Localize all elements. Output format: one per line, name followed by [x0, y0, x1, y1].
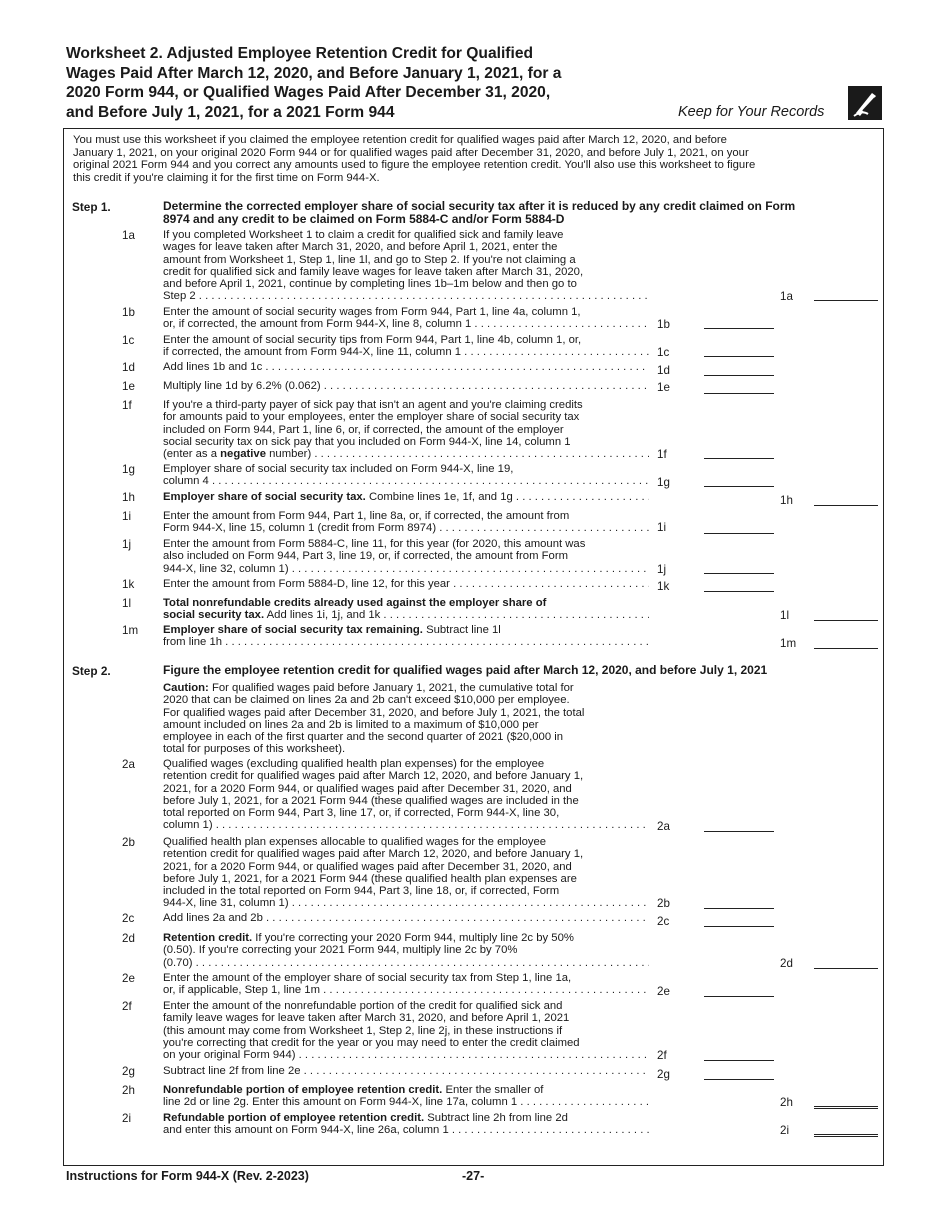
line-number: 1l: [122, 597, 132, 610]
line-1h-text: Employer share of social security tax. Combine lines 1e, 1f, and 1g . . .: [163, 491, 649, 503]
keep-records-icon: [848, 86, 882, 120]
keep-records-note: Keep for Your Records: [678, 104, 825, 120]
line-2i-text: Refundable portion of employee retention credit. Subtract line 2h from line 2d and enter this amount on Form 944-X, line 26a, column 1 . . .: [163, 1112, 649, 1137]
line-1d-text: Add lines 1b and 1c . . .: [163, 361, 649, 373]
line-2g-text: Subtract line 2f from line 2e . . .: [163, 1065, 649, 1077]
line-number: 1m: [122, 624, 139, 637]
line-ref: 2a: [657, 820, 670, 833]
line-ref: 1k: [657, 580, 670, 593]
line-ref: 1g: [657, 476, 670, 489]
line-2a-entry[interactable]: [704, 831, 774, 832]
line-number: 2i: [122, 1112, 132, 1125]
line-1k-entry[interactable]: [704, 591, 774, 592]
line-1f-entry[interactable]: [704, 458, 774, 459]
line-1i-text: Enter the amount from Form 944, Part 1, line 8a, or, if corrected, the amount from Form 944-X, line 15, column 1 (credit from Form 8974) . . .: [163, 510, 649, 535]
line-ref: 2d: [780, 957, 793, 970]
line-number: 2g: [122, 1065, 135, 1078]
line-1j-text: Enter the amount from Form 5884-C, line 11, for this year (for 2020, this amount was also included on Form 944, Part 3, line 19, or, if corrected, the amount from Form 944-X, line 32, column 1) . . .: [163, 538, 649, 575]
intro-text: You must use this worksheet if you claimed the employee retention credit for qualified wages paid after March 12, 2020, and before January 1, 2021, on your original 2020 Form 944 or for qualified wages paid after December 31, 2020, and before July 1, 2021, on your original 2021 Form 944 and you correct any amounts used to figure the employee retention credit. You'll also use this worksheet to figure this credit if you're claiming it for the first time on Form 944-X.: [73, 134, 756, 184]
line-number: 2c: [122, 912, 135, 925]
worksheet-title: [66, 44, 666, 122]
line-1a-entry[interactable]: [814, 300, 878, 301]
line-number: 1g: [122, 463, 135, 476]
title-line: 2020 Form 944, or Qualified Wages Paid After December 31, 2020,: [66, 84, 551, 101]
line-2f-entry[interactable]: [704, 1060, 774, 1061]
step2-caution: Caution: For qualified wages paid before January 1, 2021, the cumulative total for 2020 that can be claimed on lines 2a and 2b can't exceed $10,000 per employee. For qualified wages paid after December 31, 2020, and before July 1, 2021, the total amount included on lines 2a and 2b is limited to a maximum of $10,000 per employee in each of the first quarter and the second quarter of 2021 ($20,000 in total for purposes of this worksheet).: [163, 682, 585, 756]
line-ref: 2h: [780, 1096, 793, 1109]
footer-form-name: Instructions for Form 944-X (Rev. 2-2023): [66, 1169, 309, 1183]
line-ref: 2g: [657, 1068, 670, 1081]
step1-heading: Determine the corrected employer share of social security tax after it is reduced by any credit claimed on Form 8974 and any credit to be claimed on Form 5884-C and/or Form 5884-D: [163, 199, 796, 226]
title-line: and Before July 1, 2021, for a 2021 Form 944: [66, 103, 395, 121]
line-1l-entry[interactable]: [814, 620, 878, 621]
line-ref: 1i: [657, 521, 667, 534]
line-ref: 2c: [657, 915, 670, 928]
line-number: 1c: [122, 334, 135, 347]
line-2h-entry[interactable]: [814, 1106, 878, 1109]
line-1m-text: Employer share of social security tax remaining. Subtract line 1l from line 1h . . .: [163, 624, 649, 649]
line-ref: 1l: [780, 609, 790, 622]
step2-label: Step 2.: [72, 664, 111, 678]
line-2d-text: Retention credit. If you're correcting your 2020 Form 944, multiply line 2c by 50% (0.50). If you're correcting your 2021 Form 944, multiply line 2c by 70% (0.70) . . .: [163, 932, 649, 969]
line-ref: 1e: [657, 381, 670, 394]
line-ref: 1d: [657, 364, 670, 377]
line-2i-entry[interactable]: [814, 1134, 878, 1137]
line-number: 2d: [122, 932, 135, 945]
line-ref: 1m: [780, 637, 797, 650]
step1-label: Step 1.: [72, 200, 111, 214]
line-number: 1j: [122, 538, 132, 551]
line-2b-text: Qualified health plan expenses allocable to qualified wages for the employee retention credit for qualified wages paid after March 12, 2020, and before January 1, 2021, for a 2020 Form 944, or qualified wages paid after December 31, 2020, and before July 1, 2021, for a 2021 Form 944 (these qualified health plan expenses are included in the total reported on Form 944, Part 3, line 18, or, if corrected, Form 944-X, line 31, column 1) . . .: [163, 836, 649, 910]
line-1e-entry[interactable]: [704, 393, 774, 394]
line-1b-entry[interactable]: [704, 328, 774, 329]
line-number: 1d: [122, 361, 135, 374]
line-ref: 1h: [780, 494, 793, 507]
line-1f-text: If you're a third-party payer of sick pay that isn't an agent and you're claiming credits for amounts paid to your employees, enter the employer share of social security tax included on Form 944, Part 1, line 6, or, if corrected, the amount of the employer social security tax on sick pay that you included on Form 944-X, line 14, column 1 (enter as a negative number) . . .: [163, 399, 649, 460]
line-ref: 2b: [657, 897, 670, 910]
line-2d-entry[interactable]: [814, 968, 878, 969]
title-line: Worksheet 2. Adjusted Employee Retention Credit for Qualified: [66, 45, 534, 62]
line-number: 1f: [122, 399, 132, 412]
line-1g-entry[interactable]: [704, 486, 774, 487]
line-ref: 2i: [780, 1124, 790, 1137]
line-number: 2f: [122, 1000, 132, 1013]
line-1k-text: Enter the amount from Form 5884-D, line 12, for this year . . .: [163, 578, 649, 590]
line-2f-text: Enter the amount of the nonrefundable portion of the credit for qualified sick and family leave wages for leave taken after March 31, 2020, and before April 1, 2021 (this amount may come from Worksheet 1, Step 2, line 2j, in these instructions if you're correcting that credit for the year or you may need to enter the credit claimed on your original Form 944) . . .: [163, 1000, 649, 1061]
line-number: 2e: [122, 972, 135, 985]
line-1a-text: If you completed Worksheet 1 to claim a credit for qualified sick and family leave wages for leave taken after March 31, 2020, and before April 1, 2021, enter the amount from Worksheet 1, Step 1, line 1l, and go to Step 2. If you're not claiming a credit for qualified sick and family leave wages for leave taken after March 31, 2020, and before April 1, 2021, continue by completing lines 1b–1m below and then go to Step 2 . . .: [163, 229, 649, 303]
line-1c-entry[interactable]: [704, 356, 774, 357]
line-1h-entry[interactable]: [814, 505, 878, 506]
line-1i-entry[interactable]: [704, 533, 774, 534]
page-number: -27-: [462, 1169, 485, 1183]
line-1e-text: Multiply line 1d by 6.2% (0.062) . . .: [163, 380, 649, 392]
line-2a-text: Qualified wages (excluding qualified health plan expenses) for the employee retention credit for qualified wages paid after March 12, 2020, and before January 1, 2021, for a 2020 Form 944, or qualified wages paid after December 31, 2020, and before July 1, 2021, for a 2021 Form 944 (these qualified wages are included in the total reported on Form 944, Part 3, line 17, or, if corrected, Form 944-X, line 30, column 1) . . .: [163, 758, 649, 832]
line-1g-text: Employer share of social security tax included on Form 944-X, line 19, column 4 . . .: [163, 463, 649, 488]
line-ref: 1c: [657, 346, 670, 359]
line-2c-entry[interactable]: [704, 926, 774, 927]
title-line: Wages Paid After March 12, 2020, and Before January 1, 2021, for a: [66, 64, 562, 82]
line-number: 1h: [122, 491, 135, 504]
line-2g-entry[interactable]: [704, 1079, 774, 1080]
line-number: 1a: [122, 229, 135, 242]
line-2h-text: Nonrefundable portion of employee retention credit. Enter the smaller of line 2d or line 2g. Enter this amount on Form 944-X, line 17a, column 1 . . .: [163, 1084, 649, 1109]
line-1b-text: Enter the amount of social security wages from Form 944, Part 1, line 4a, column 1, or, if corrected, the amount from Form 944-X, line 8, column 1 . . .: [163, 306, 649, 331]
line-2b-entry[interactable]: [704, 908, 774, 909]
line-ref: 1f: [657, 448, 667, 461]
line-1d-entry[interactable]: [704, 375, 774, 376]
line-2e-entry[interactable]: [704, 996, 774, 997]
line-ref: 1b: [657, 318, 670, 331]
line-ref: 1a: [780, 290, 793, 303]
line-1c-text: Enter the amount of social security tips from Form 944, Part 1, line 4b, column 1, or, if corrected, the amount from Form 944-X, line 11, column 1 . . .: [163, 334, 649, 359]
line-ref: 2f: [657, 1049, 667, 1062]
line-number: 2a: [122, 758, 135, 771]
line-number: 1i: [122, 510, 132, 523]
line-1j-entry[interactable]: [704, 573, 774, 574]
line-2e-text: Enter the amount of the employer share of social security tax from Step 1, line 1a, or, if applicable, Step 1, line 1m . . .: [163, 972, 649, 997]
line-ref: 1j: [657, 563, 667, 576]
line-number: 2h: [122, 1084, 135, 1097]
line-number: 1b: [122, 306, 135, 319]
step2-heading: Figure the employee retention credit for qualified wages paid after March 12, 2020, and before July 1, 2021: [163, 663, 768, 677]
line-2c-text: Add lines 2a and 2b . . .: [163, 912, 649, 924]
line-number: 1e: [122, 380, 135, 393]
line-1m-entry[interactable]: [814, 648, 878, 649]
line-1l-text: Total nonrefundable credits already used against the employer share of social security tax. Add lines 1i, 1j, and 1k . . .: [163, 597, 649, 622]
line-number: 1k: [122, 578, 135, 591]
line-ref: 2e: [657, 985, 670, 998]
line-number: 2b: [122, 836, 135, 849]
